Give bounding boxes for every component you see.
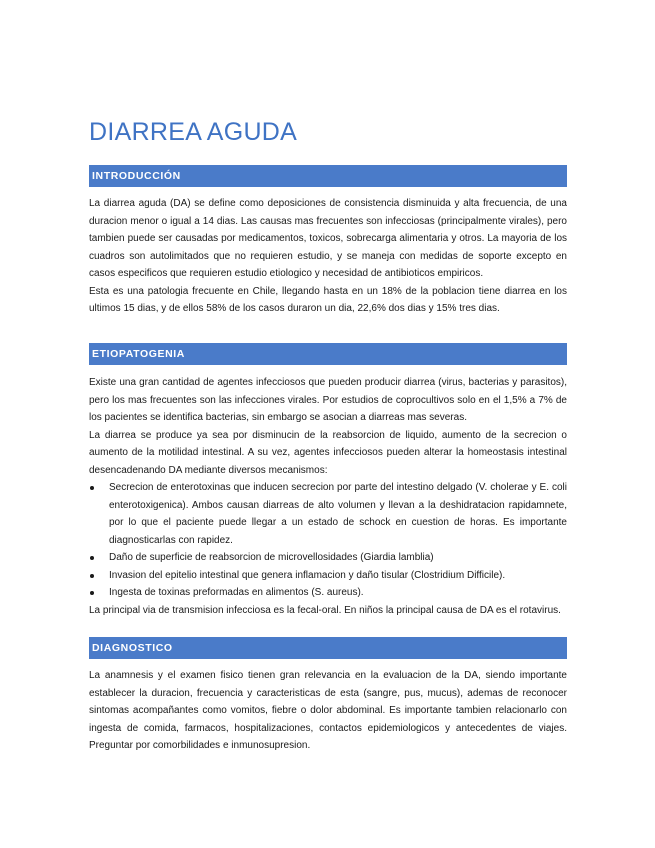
bullet-icon	[90, 556, 94, 560]
etio-paragraph: Existe una gran cantidad de agentes infecciosos que pueden producir diarrea (virus, bacterias y parasitos), pero los mas frecuentes son las infecciones virales. Por estudios de coprocultivos solo en el 1,5% a 7% de los pacientes se identifica bacterias, sin embargo se asocian a diarreas mas severas.	[89, 377, 567, 423]
section-heading-etiopatogenia: ETIOPATOGENIA	[89, 343, 567, 365]
list-item	[89, 479, 567, 549]
bullet-icon	[90, 574, 94, 578]
section-heading-introduccion: INTRODUCCIÓN	[89, 165, 567, 187]
intro-paragraph: Esta es una patologia frecuente en Chile, llegando hasta en un 18% de la poblacion tiene diarrea en los ultimos 15 dias, y de ellos 58% de los casos duraron un dia, 22,6% dos dias y 15% tres dias.	[89, 285, 567, 314]
list-item	[89, 549, 567, 567]
document-title: DIARREA AGUDA	[89, 118, 298, 146]
section-body-etiopatogenia	[89, 374, 567, 619]
list-item-text: Ingesta de toxinas preformadas en alimentos (S. aureus).	[109, 587, 364, 598]
section-body-diagnostico	[89, 667, 567, 755]
mechanisms-list	[89, 479, 567, 602]
bullet-icon	[90, 486, 94, 490]
intro-paragraph: La diarrea aguda (DA) se define como deposiciones de consistencia disminuida y alta frecuencia, de una duracion menor o igual a 14 dias. Las causas mas frecuentes son infecciosas (principalmente virales), pero tambien puede ser causadas por medicamentos, toxicos, sobrecarga alimentaria y otros. La mayoria de los cuadros son autolimitados que no requieren estudio, y se maneja con medidas de soporte excepto en casos especificos que requieren estudio etiologico y necesidad de antibioticos empiricos.	[89, 198, 567, 279]
section-heading-diagnostico: DIAGNOSTICO	[89, 637, 567, 659]
list-item-text: Secrecion de enterotoxinas que inducen secrecion por parte del intestino delgado (V. cholerae y E. coli enterotoxigenica). Ambos causan diarreas de alto volumen y llevan a la deshidratacion rapidamnete, por lo que el paciente puede llegar a un estado de schock en cuestion de horas. Es importante diagnosticarlas con rapidez.	[109, 482, 567, 546]
etio-closing-paragraph: La principal via de transmision infecciosa es la fecal-oral. En niños la principal causa de DA es el rotavirus.	[89, 604, 561, 616]
diag-paragraph: La anamnesis y el examen fisico tienen gran relevancia en la evaluacion de la DA, siendo importante establecer la duracion, frecuencia y caracteristicas de esta (sangre, pus, mucus), ademas de reconocer sintomas acompañantes como vomitos, fiebre o dolor abdominal. Es importante tambien relacionarlo con ingesta de comida, farmacos, hospitalizaciones, contactos epidemiologicos y antecedentes de viajes. Preguntar por comorbilidades e inmunosupresion.	[89, 670, 567, 751]
list-item	[89, 584, 567, 602]
list-item-text: Daño de superficie de reabsorcion de microvellosidades (Giardia lamblia)	[109, 552, 434, 563]
list-item-text: Invasion del epitelio intestinal que genera inflamacion y daño tisular (Clostridium Difficile).	[109, 569, 506, 581]
etio-paragraph: La diarrea se produce ya sea por disminucin de la reabsorcion de liquido, aumento de la secrecion o aumento de la motilidad intestinal. A su vez, agentes infecciosos pueden alterar la homeostasis intestinal desencadenando DA mediante diversos mecanismos:	[89, 429, 567, 476]
list-item	[89, 567, 567, 585]
bullet-icon	[90, 591, 94, 595]
section-body-introduccion	[89, 195, 567, 318]
